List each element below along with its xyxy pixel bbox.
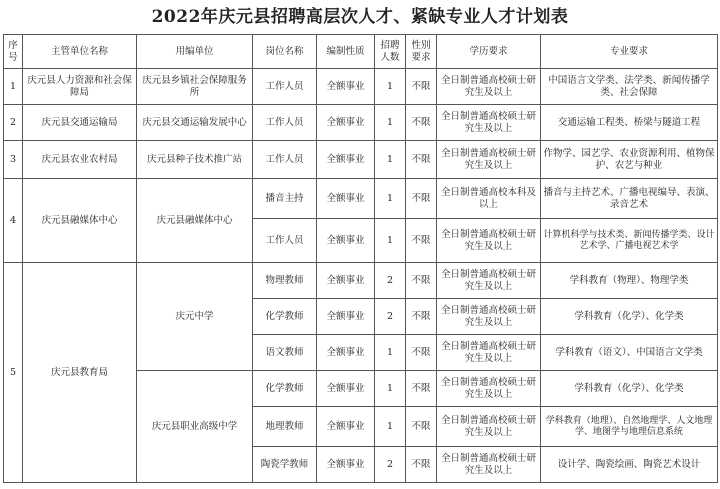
cell-major: 播音与主持艺术、广播电视编导、表演、录音艺术 — [541, 179, 718, 219]
cell-count: 1 — [375, 407, 406, 447]
cell-gender: 不限 — [406, 335, 437, 371]
cell-gender: 不限 — [406, 69, 437, 105]
cell-position: 播音主持 — [253, 179, 317, 219]
cell-seq: 4 — [4, 179, 23, 263]
cell-nature: 全额事业 — [317, 105, 375, 141]
cell-nature: 全额事业 — [317, 371, 375, 407]
cell-major: 学科教育（地理）、自然地理学、人文地理学、地图学与地理信息系统 — [541, 407, 718, 447]
cell-education: 全日制普通高校硕士研究生及以上 — [437, 141, 541, 179]
cell-gender: 不限 — [406, 299, 437, 335]
cell-education: 全日制普通高校硕士研究生及以上 — [437, 371, 541, 407]
cell-seq: 1 — [4, 69, 23, 105]
table-row — [4, 69, 718, 105]
cell-seq: 3 — [4, 141, 23, 179]
cell-employer: 庆元县职业高级中学 — [137, 371, 253, 483]
cell-nature: 全额事业 — [317, 447, 375, 483]
cell-count: 1 — [375, 105, 406, 141]
cell-nature: 全额事业 — [317, 263, 375, 299]
cell-gender: 不限 — [406, 179, 437, 219]
cell-employer: 庆元县交通运输发展中心 — [137, 105, 253, 141]
table-row — [4, 105, 718, 141]
cell-major: 学科教育（物理）、物理学类 — [541, 263, 718, 299]
cell-count: 2 — [375, 299, 406, 335]
cell-position: 地理教师 — [253, 407, 317, 447]
cell-nature: 全额事业 — [317, 335, 375, 371]
header-row — [4, 35, 718, 69]
cell-position: 化学教师 — [253, 371, 317, 407]
cell-count: 1 — [375, 371, 406, 407]
table-row — [4, 141, 718, 179]
header-position: 岗位名称 — [253, 35, 317, 69]
cell-education: 全日制普通高校硕士研究生及以上 — [437, 447, 541, 483]
cell-education: 全日制普通高校硕士研究生及以上 — [437, 105, 541, 141]
cell-position: 物理教师 — [253, 263, 317, 299]
cell-education: 全日制普通高校硕士研究生及以上 — [437, 407, 541, 447]
cell-education: 全日制普通高校硕士研究生及以上 — [437, 219, 541, 263]
cell-nature: 全额事业 — [317, 141, 375, 179]
cell-position: 语文教师 — [253, 335, 317, 371]
recruitment-table — [3, 34, 718, 483]
cell-position: 工作人员 — [253, 69, 317, 105]
cell-position: 陶瓷学教师 — [253, 447, 317, 483]
cell-count: 1 — [375, 335, 406, 371]
page-title: 2022年庆元县招聘高层次人才、紧缺专业人才计划表 — [151, 7, 569, 27]
cell-major: 中国语言文学类、法学类、新闻传播学类、社会保障 — [541, 69, 718, 105]
header-dept: 主管单位名称 — [23, 35, 137, 69]
table-row — [4, 179, 718, 219]
header-education: 学历要求 — [437, 35, 541, 69]
cell-employer: 庆元县融媒体中心 — [137, 179, 253, 263]
cell-gender: 不限 — [406, 219, 437, 263]
cell-nature: 全额事业 — [317, 299, 375, 335]
header-nature: 编制性质 — [317, 35, 375, 69]
cell-dept: 庆元县人力资源和社会保障局 — [23, 69, 137, 105]
cell-major: 学科教育（化学）、化学类 — [541, 371, 718, 407]
cell-count: 2 — [375, 447, 406, 483]
table-row — [4, 263, 718, 299]
cell-major: 学科教育（语文）、中国语言文学类 — [541, 335, 718, 371]
cell-education: 全日制普通高校本科及以上 — [437, 179, 541, 219]
cell-position: 工作人员 — [253, 219, 317, 263]
cell-major: 作物学、园艺学、农业资源利用、植物保护、农艺与种业 — [541, 141, 718, 179]
cell-major: 设计学、陶瓷绘画、陶瓷艺术设计 — [541, 447, 718, 483]
cell-nature: 全额事业 — [317, 179, 375, 219]
cell-major: 学科教育（化学）、化学类 — [541, 299, 718, 335]
cell-dept: 庆元县融媒体中心 — [23, 179, 137, 263]
cell-gender: 不限 — [406, 407, 437, 447]
header-employer: 用编单位 — [137, 35, 253, 69]
cell-gender: 不限 — [406, 141, 437, 179]
cell-major: 计算机科学与技术类、新闻传播学类、设计艺术学、广播电视艺术学 — [541, 219, 718, 263]
cell-employer: 庆元中学 — [137, 263, 253, 371]
cell-major: 交通运输工程类、桥梁与隧道工程 — [541, 105, 718, 141]
cell-nature: 全额事业 — [317, 407, 375, 447]
header-seq: 序号 — [4, 35, 23, 69]
cell-dept: 庆元县交通运输局 — [23, 105, 137, 141]
cell-position: 工作人员 — [253, 141, 317, 179]
cell-education: 全日制普通高校硕士研究生及以上 — [437, 263, 541, 299]
cell-gender: 不限 — [406, 447, 437, 483]
cell-position: 工作人员 — [253, 105, 317, 141]
cell-dept: 庆元县农业农村局 — [23, 141, 137, 179]
cell-seq: 2 — [4, 105, 23, 141]
cell-education: 全日制普通高校硕士研究生及以上 — [437, 69, 541, 105]
cell-employer: 庆元县种子技术推广站 — [137, 141, 253, 179]
cell-count: 1 — [375, 141, 406, 179]
cell-position: 化学教师 — [253, 299, 317, 335]
cell-gender: 不限 — [406, 105, 437, 141]
header-major: 专业要求 — [541, 35, 718, 69]
cell-seq: 5 — [4, 263, 23, 483]
cell-nature: 全额事业 — [317, 219, 375, 263]
cell-gender: 不限 — [406, 371, 437, 407]
cell-education: 全日制普通高校硕士研究生及以上 — [437, 335, 541, 371]
cell-nature: 全额事业 — [317, 69, 375, 105]
cell-count: 1 — [375, 69, 406, 105]
cell-count: 1 — [375, 179, 406, 219]
cell-gender: 不限 — [406, 263, 437, 299]
cell-employer: 庆元县乡镇社会保障服务所 — [137, 69, 253, 105]
cell-count: 1 — [375, 219, 406, 263]
header-count: 招聘人数 — [375, 35, 406, 69]
cell-education: 全日制普通高校硕士研究生及以上 — [437, 299, 541, 335]
cell-count: 2 — [375, 263, 406, 299]
header-gender: 性别要求 — [406, 35, 437, 69]
cell-dept: 庆元县教育局 — [23, 263, 137, 483]
